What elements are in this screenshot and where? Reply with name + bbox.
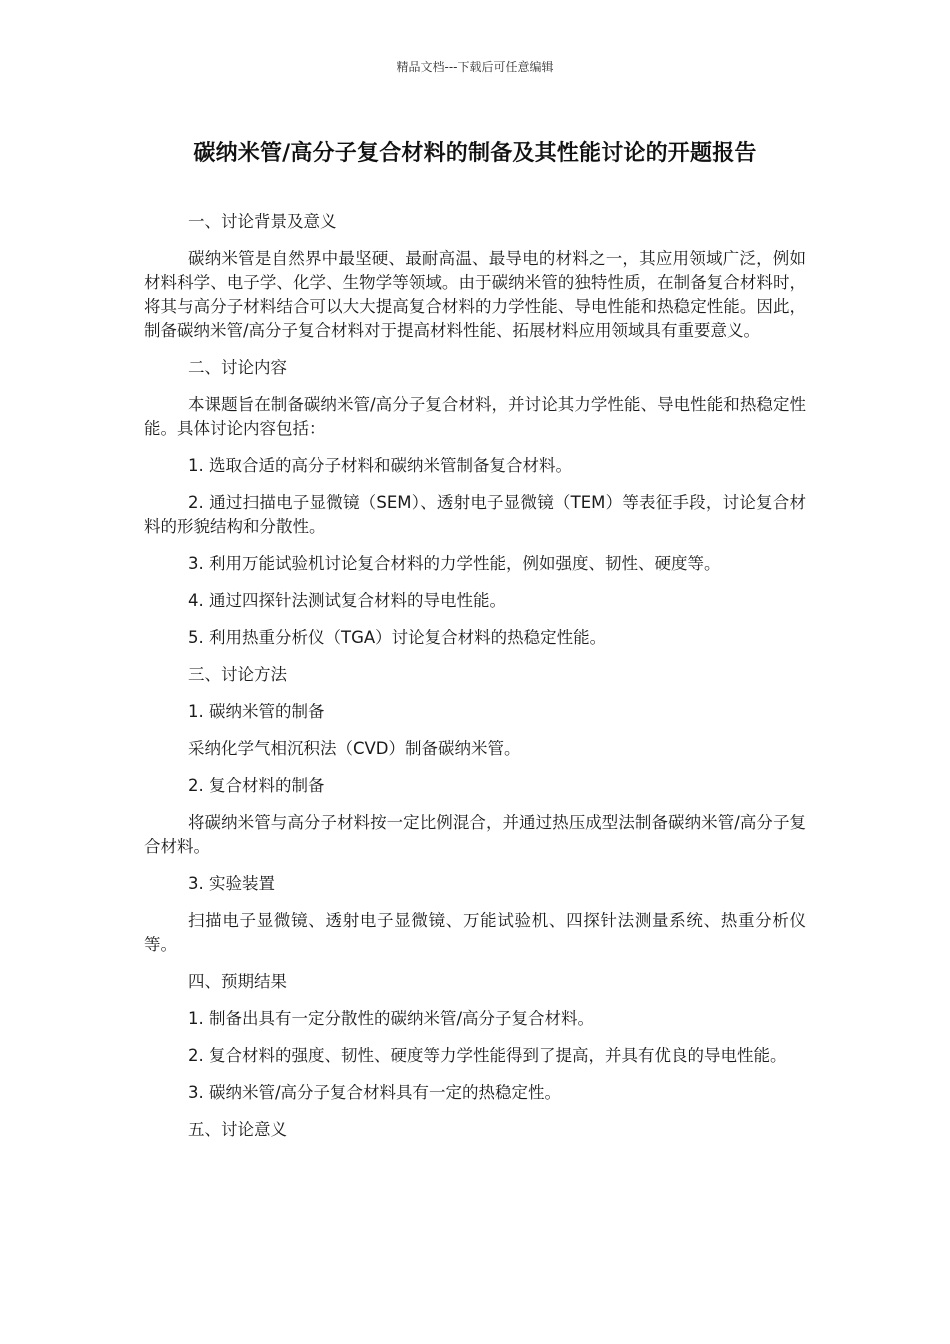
paragraph-background: 碳纳米管是自然界中最坚硬、最耐高温、最导电的材料之一，其应用领域广泛，例如材料科学、电子学、化学、生物学等领域。由于碳纳米管的独特性质，在制备复合材料时，将其与高分子材料结合可以大大提高复合材料的力学性能、导电性能和热稳定性能。因此，制备碳纳米管/高分子复合材料对于提高材料性能、拓展材料应用领域具有重要意义。 xyxy=(144,249,806,340)
list-item: 2. 复合材料的强度、韧性、硬度等力学性能得到了提高，并具有优良的导电性能。 xyxy=(188,1046,787,1065)
section-heading-background: 一、讨论背景及意义 xyxy=(188,212,337,231)
subheading: 1. 碳纳米管的制备 xyxy=(188,702,325,721)
subheading: 3. 实验装置 xyxy=(188,874,275,893)
list-item: 3. 碳纳米管/高分子复合材料具有一定的热稳定性。 xyxy=(188,1083,562,1102)
list-item: 5. 利用热重分析仪（TGA）讨论复合材料的热稳定性能。 xyxy=(188,628,607,647)
list-item: 4. 通过四探针法测试复合材料的导电性能。 xyxy=(188,591,506,610)
paragraph-content-intro: 本课题旨在制备碳纳米管/高分子复合材料，并讨论其力学性能、导电性能和热稳定性能。具体讨论内容包括： xyxy=(144,395,806,438)
paragraph: 将碳纳米管与高分子材料按一定比例混合，并通过热压成型法制备碳纳米管/高分子复合材料。 xyxy=(144,813,806,856)
section-heading-expected-results: 四、预期结果 xyxy=(188,972,287,991)
section-heading-significance: 五、讨论意义 xyxy=(188,1120,287,1139)
section-heading-content: 二、讨论内容 xyxy=(188,358,287,377)
section-heading-methods: 三、讨论方法 xyxy=(188,665,287,684)
list-item: 1. 制备出具有一定分散性的碳纳米管/高分子复合材料。 xyxy=(188,1009,595,1028)
list-item: 3. 利用万能试验机讨论复合材料的力学性能，例如强度、韧性、硬度等。 xyxy=(188,554,721,573)
subheading: 2. 复合材料的制备 xyxy=(188,776,325,795)
list-item: 2. 通过扫描电子显微镜（SEM）、透射电子显微镜（TEM）等表征手段，讨论复合材料的形貌结构和分散性。 xyxy=(144,493,806,536)
paragraph: 采纳化学气相沉积法（CVD）制备碳纳米管。 xyxy=(188,739,521,758)
list-item: 1. 选取合适的高分子材料和碳纳米管制备复合材料。 xyxy=(188,456,572,475)
document-title: 碳纳米管/高分子复合材料的制备及其性能讨论的开题报告 xyxy=(193,141,757,166)
document-body xyxy=(144,210,806,1155)
header-note: 精品文档---下载后可任意编辑 xyxy=(396,60,554,74)
paragraph: 扫描电子显微镜、透射电子显微镜、万能试验机、四探针法测量系统、热重分析仪等。 xyxy=(144,911,806,954)
